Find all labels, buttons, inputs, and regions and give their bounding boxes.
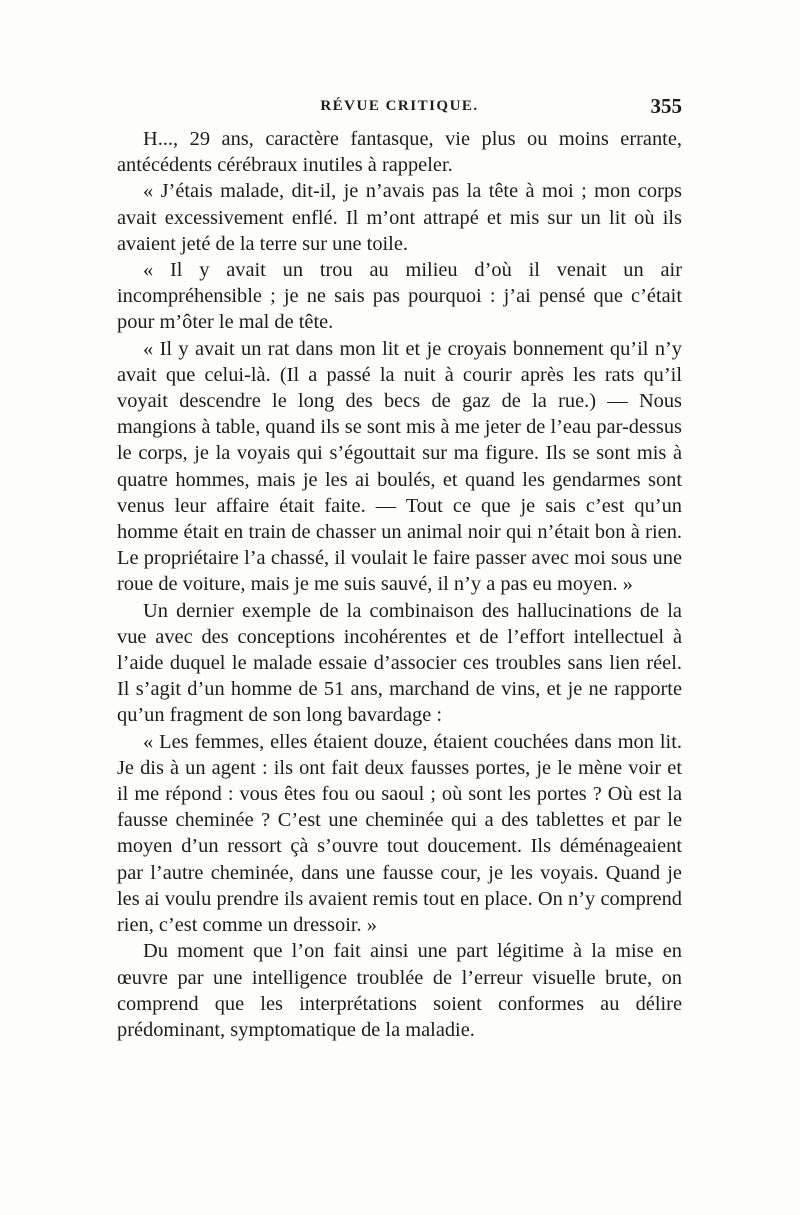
paragraph: Un dernier exemple de la combinaison des hallucinations de la vue avec des conceptions incohérentes et de l’effort intellectuel à l’aide duquel le malade essaie d’associer ces troubles sans lien réel. Il s’agit d’un homme de 51 ans, marchand de vins, et je ne rapporte qu’un fragment de son long bavardage : (117, 599, 682, 727)
paragraph: « J’étais malade, dit-il, je n’avais pas la tête à moi ; mon corps avait excessivement enflé. Il m’ont attrapé et mis sur un lit où ils avaient jeté de la terre sur une toile. (117, 180, 682, 255)
paragraph: H..., 29 ans, caractère fantasque, vie plus ou moins errante, antécédents cérébraux inutiles à rappeler. (117, 128, 682, 177)
running-head (117, 94, 682, 120)
paragraph: « Il y avait un rat dans mon lit et je croyais bonnement qu’il n’y avait que celui-là. (Il a passé la nuit à courir après les rats qu’il voyait descendre le long des becs de gaz de la rue.) — Nous mangions à table, quand ils se sont mis à me jeter de l’eau par-dessus le corps, je la voyais qui s’égouttait sur ma figure. Ils se sont mis à quatre hommes, mais je les ai boulés, et quand les gendarmes sont venus leur affaire était faite. — Tout ce que je sais c’est qu’un homme était en train de chasser un animal noir qui n’était bon à rien. Le propriétaire l’a chassé, il voulait le faire passer avec moi sous une roue de voiture, mais je me suis sauvé, il n’y a pas eu moyen. » (117, 337, 682, 596)
page-number: 355 (650, 94, 682, 118)
paragraph: Du moment que l’on fait ainsi une part légitime à la mise en œuvre par une intelligence troublée de l’erreur visuelle brute, on comprend que les interprétations soient conformes au délire prédominant, symptomatique de la maladie. (117, 940, 682, 1041)
running-title: RÉVUE CRITIQUE. (320, 98, 479, 114)
body-text (117, 126, 682, 1043)
paragraph: « Il y avait un trou au milieu d’où il venait un air incompréhensible ; je ne sais pas pourquoi : j’ai pensé que c’était pour m’ôter le mal de tête. (117, 259, 682, 334)
paragraph: « Les femmes, elles étaient douze, étaient couchées dans mon lit. Je dis à un agent : ils ont fait deux fausses portes, je le mène voir et il me répond : vous êtes fou ou saoul ; où sont les portes ? Où est la fausse cheminée ? C’est une cheminée qui a des tablettes et par le moyen d’un ressort çà s’ouvre tout doucement. Ils déménageaient par l’autre cheminée, dans une fausse cour, je les voyais. Quand je les ai voulu prendre ils avaient remis tout en place. On n’y comprend rien, c’est comme un dressoir. » (117, 730, 682, 937)
